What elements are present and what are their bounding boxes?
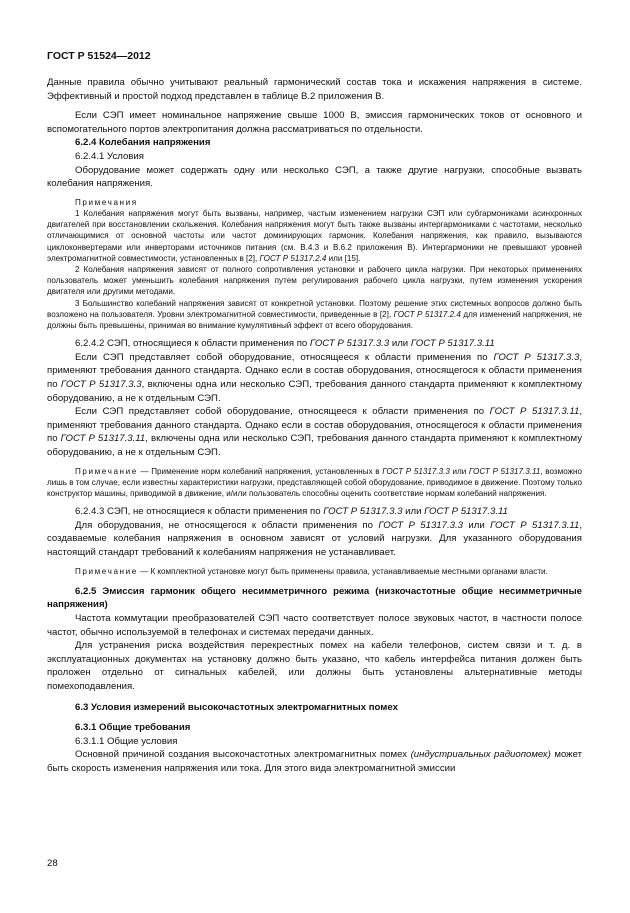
page-body <box>47 76 582 775</box>
subsection-heading: 6.2.4.1 Условия <box>75 150 144 162</box>
section-heading: 6.3.1 Общие требования <box>75 722 191 734</box>
paragraph: Для оборудования, не относящегося к области применения по ГОСТ Р 51317.3.3 или ГОСТ Р 51317.3.11, создаваемые колебания напряжения в основном зависят от условий нагрузки. Для указанного оборудования настоящий стандарт требований к колебаниям напряжения не устанавливает. <box>47 519 583 558</box>
paragraph: Если СЭП представляет собой оборудование, относящееся к области применения по ГОСТ Р 51317.3.3, применяют требования данного стандарта. Однако если в состав оборудования, относящегося к области применения по ГОСТ Р 51317.3.3, включены одна или несколько СЭП, требования данного стандарта применяют к комплектному оборудованию, а не к отдельным СЭП. <box>47 351 582 404</box>
note: Примечание — Применение норм колебаний напряжения, установленных в ГОСТ Р 51317.3.3 или ГОСТ Р 51317.3.11, возможно лишь в том случае, если известны характеристики нагрузки, представляющей собой оборудование, приводимое в движение. Поэтому только конструктор машины, приводимой в движение, и/или пользователь способны оценить соответствие нормам колебаний напряжения. <box>47 466 582 498</box>
note: 1 Колебания напряжения могут быть вызваны, например, частым изменением нагрузки СЭП или субгармониками асинхронных двигателей при восстановлении скольжения. Колебания напряжения могут быть также вызваны интергармониками с частотами, несколько отличающимися от основной частоты или частот доминирующих гармоник. Колебания напряжения, как правило, вызываются циклоконвертерами или инверторами источников питания (см. В.4.3 и В.6.2 приложения В). Интергармоники не превышают уровней электромагнитной совместимости, установленных в [2], ГОСТ Р 51317.2.4 или [15]. <box>47 208 582 263</box>
paragraph: Если СЭП представляет собой оборудование, относящееся к области применения по ГОСТ Р 51317.3.11, применяют требования данного стандарта. Однако если в состав оборудования, относящегося к области применения по ГОСТ Р 51317.3.11, включены одна или несколько СЭП, требования данного стандарта применяют к комплектному оборудованию, а не к отдельным СЭП. <box>47 406 583 458</box>
paragraph: Основной причиной создания высокочастотных электромагнитных помех (индустриальных радиопомех) может быть скорость изменения напряжения или тока. Для этого вида электромагнитной эмиссии <box>47 749 582 774</box>
notes-label: Примечания <box>75 197 138 207</box>
subsection-heading: 6.3.1.1 Общие условия <box>75 735 178 747</box>
document-header: ГОСТ Р 51524—2012 <box>47 50 151 62</box>
note: Примечание — К комплектной установке могут быть применены правила, устанавливаемые местными органами власти. <box>75 566 548 576</box>
subsection-heading: 6.2.4.3 СЭП, не относящиеся к области применения по ГОСТ Р 51317.3.3 или ГОСТ Р 51317.3.11 <box>75 506 509 518</box>
subsection-heading: 6.2.4.2 СЭП, относящиеся к области применения по ГОСТ Р 51317.3.3 или ГОСТ Р 51317.3.11 <box>75 338 495 350</box>
paragraph: Частота коммутации преобразователей СЭП часто соответствует полосе звуковых частот, в частности полосе частот, обычно используемой в телефонах и системах передачи данных. <box>47 612 582 638</box>
paragraph: Данные правила обычно учитывают реальный гармонический состав тока и искажения напряжения в системе. Эффективный и простой подход представлен в таблице В.2 приложения В. <box>47 77 582 102</box>
section-heading: 6.2.5 Эмиссия гармоник общего несимметричного режима (низкочастотные общие несимметричные напряжения) <box>47 585 582 611</box>
section-heading: 6.2.4 Колебания напряжения <box>75 137 211 149</box>
page-number: 28 <box>47 858 58 869</box>
note: 2 Колебания напряжения зависят от полного сопротивления установки и рабочего цикла нагрузки. При некоторых применениях пользователь может уменьшить колебания напряжения путем регулирования рабочего цикла нагрузки, путем изменения ускорения двигателя или другими методами. <box>47 264 582 297</box>
paragraph: Для устранения риска воздействия перекрестных помех на кабели телефонов, систем связи и т. д. в эксплуатационных документах на установку должно быть указано, что кабель интерфейса питания должен быть проложен отдельно от сигнальных кабелей, или должны быть установлены альтернативные методы помехоподавления. <box>47 640 582 692</box>
note: 3 Большинство колебаний напряжения зависят от конкретной установки. Поэтому решение этих системных вопросов должно быть возложено на пользователя. Уровни электромагнитной совместимости, приведенные в [2], ГОСТ Р 51317.2.4 для изменений напряжения, не должны быть превышены, принимая во внимание кумулятивный эффект от всего оборудования. <box>47 298 583 330</box>
section-heading: 6.3 Условия измерений высокочастотных электромагнитных помех <box>75 702 398 714</box>
paragraph: Оборудование может содержать одну или несколько СЭП, а также другие нагрузки, способные вызвать колебания напряжения. <box>47 164 582 190</box>
paragraph: Если СЭП имеет номинальное напряжение свыше 1000 В, эмиссия гармонических токов от основного и вспомогательного портов электропитания должна рассматриваться по отдельности. <box>47 110 582 135</box>
